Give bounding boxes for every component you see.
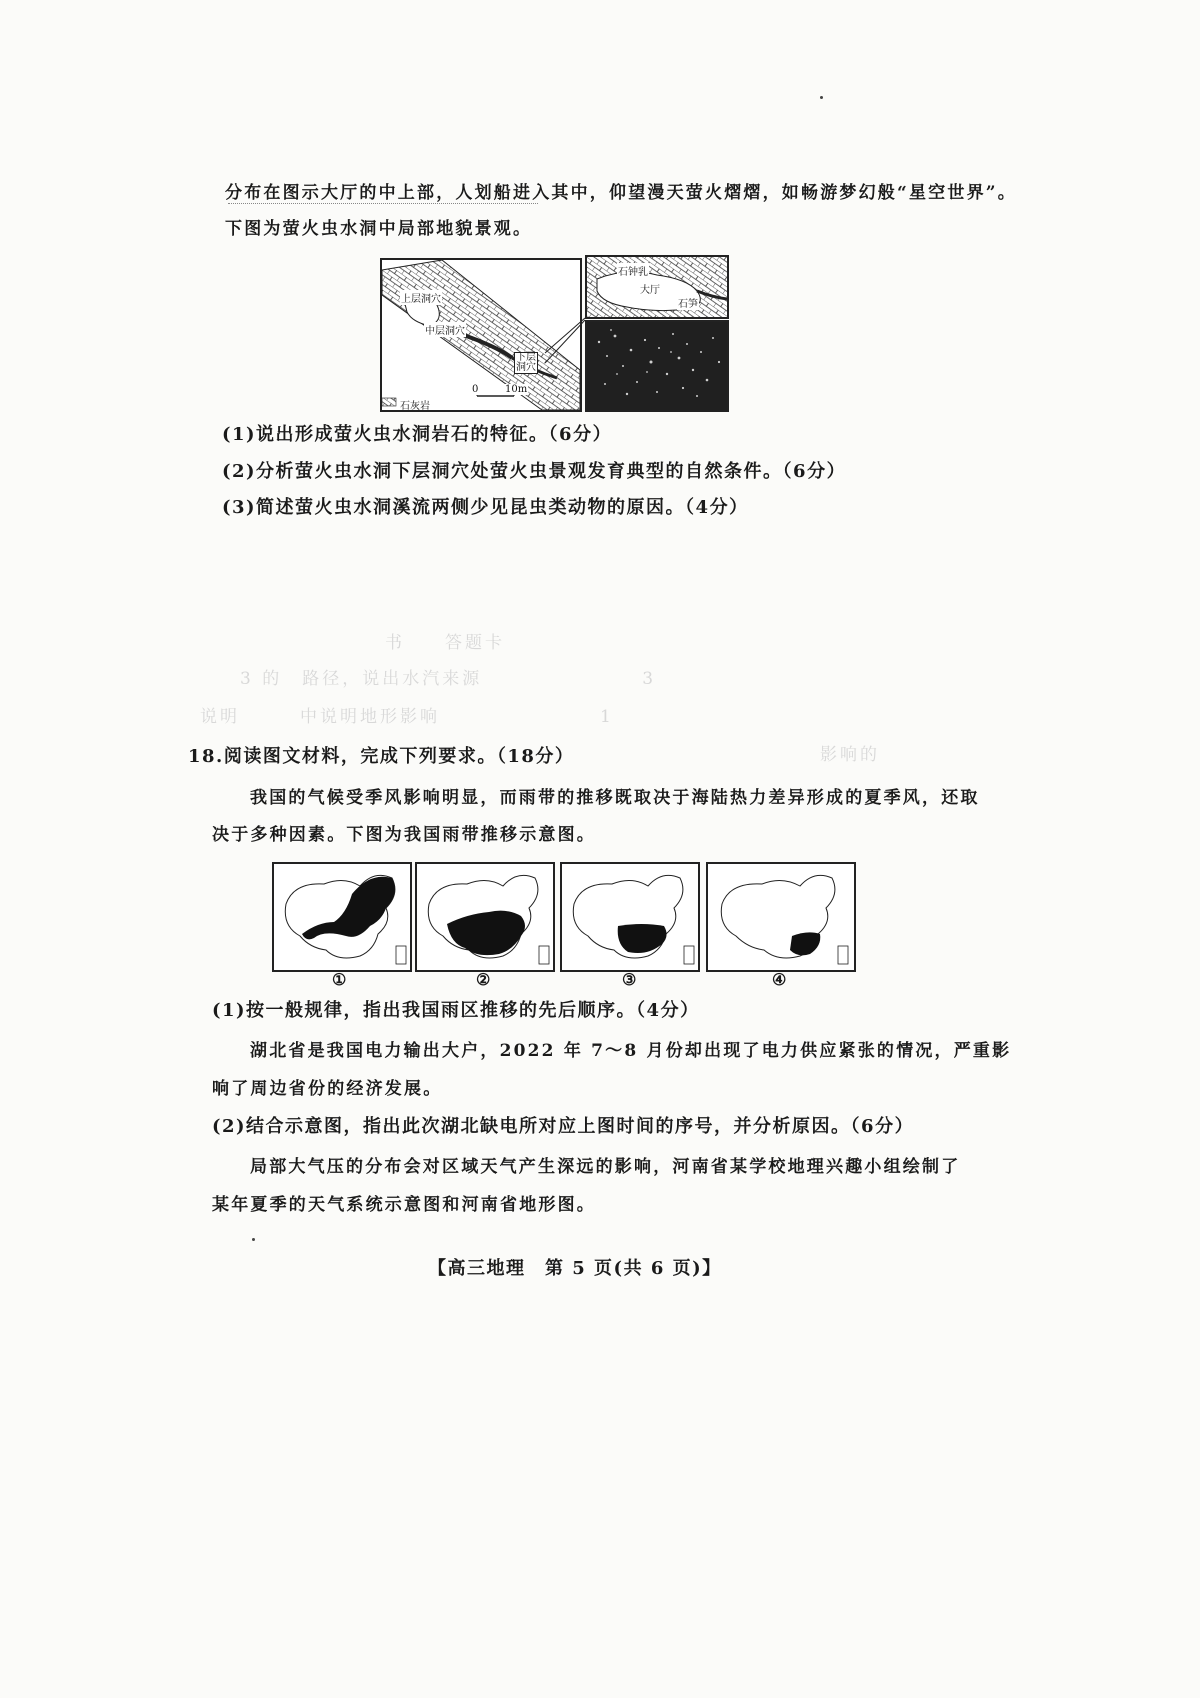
rain-belt-map-3	[560, 862, 700, 972]
rain-belt-map-4	[706, 862, 856, 972]
question-18-intro: 决于多种因素。下图为我国雨带推移示意图。	[212, 825, 596, 845]
pressure-passage: 局部大气压的分布会对区域天气产生深远的影响，河南省某学校地理兴趣小组绘制了	[250, 1157, 961, 1177]
middle-cave-label: 中层洞穴	[424, 322, 466, 337]
pressure-passage: 某年夏季的天气系统示意图和河南省地形图。	[212, 1195, 596, 1215]
question-17-part-3: (3)简述萤火虫水洞溪流两侧少见昆虫类动物的原因。（4分）	[222, 497, 749, 518]
glowworm-photo-image	[587, 322, 727, 410]
stalagmite-label: 石笋	[677, 295, 699, 310]
question-18-part-1: (1)按一般规律，指出我国雨区推移的先后顺序。（4分）	[212, 1000, 700, 1021]
question-17-part-1: (1)说出形成萤火虫水洞岩石的特征。（6分）	[222, 424, 613, 445]
rain-belt-map-1	[272, 862, 412, 972]
map-number-4: ④	[772, 970, 787, 989]
limestone-legend-label: 石灰岩	[399, 397, 431, 412]
upper-cave-label: 上层洞穴	[400, 290, 442, 305]
cave-hall-inset	[585, 255, 729, 319]
scale-zero-label: 0	[472, 384, 479, 395]
rain-belt-map-2	[415, 862, 555, 972]
bleed-through-text: 书 答题卡	[385, 633, 505, 653]
passage-line: 下图为萤火虫水洞中局部地貌景观。	[225, 219, 533, 239]
hall-label: 大厅	[639, 281, 661, 296]
china-map-rainbelt-yangtze	[562, 864, 698, 970]
question-17-part-2: (2)分析萤火虫水洞下层洞穴处萤火虫景观发育典型的自然条件。（6分）	[222, 461, 847, 482]
hubei-passage: 响了周边省份的经济发展。	[212, 1079, 443, 1099]
stalactite-label: 石钟乳	[617, 263, 649, 278]
glowworm-photo	[585, 320, 729, 412]
china-map-rainbelt-south	[708, 864, 854, 970]
china-map-rainbelt-north-china	[417, 864, 553, 970]
lower-cave-label: 下层洞穴	[516, 352, 536, 373]
scan-speck	[252, 1238, 255, 1241]
bleed-through-text: 3 的 路径，说出水汽来源 3	[240, 669, 657, 689]
map-number-1: ①	[332, 970, 347, 989]
china-map-rainbelt-north	[274, 864, 410, 970]
map-number-2: ②	[476, 970, 491, 989]
bleed-through-text: 说明 中说明地形影响 1	[200, 707, 614, 727]
scan-speck	[820, 96, 823, 99]
hubei-passage: 湖北省是我国电力输出大户，2022 年 7～8 月份却出现了电力供应紧张的情况，严重影	[250, 1041, 1012, 1061]
underline-mark	[228, 203, 538, 204]
passage-line: 分布在图示大厅的中上部，人划船进入其中，仰望漫天萤火熠熠，如畅游梦幻般“星空世界”。	[225, 183, 1017, 203]
scale-ten-label: 10m	[505, 384, 528, 395]
page-footer: 【高三地理 第 5 页(共 6 页)】	[428, 1258, 722, 1279]
map-number-3: ③	[622, 970, 637, 989]
question-18-heading: 18.阅读图文材料，完成下列要求。（18分）	[188, 746, 575, 767]
question-18-part-2: (2)结合示意图，指出此次湖北缺电所对应上图时间的序号，并分析原因。（6分）	[212, 1116, 915, 1137]
question-18-intro: 我国的气候受季风影响明显，而雨带的推移既取决于海陆热力差异形成的夏季风，还取	[250, 788, 980, 808]
bleed-through-text: 影响的	[540, 745, 880, 765]
